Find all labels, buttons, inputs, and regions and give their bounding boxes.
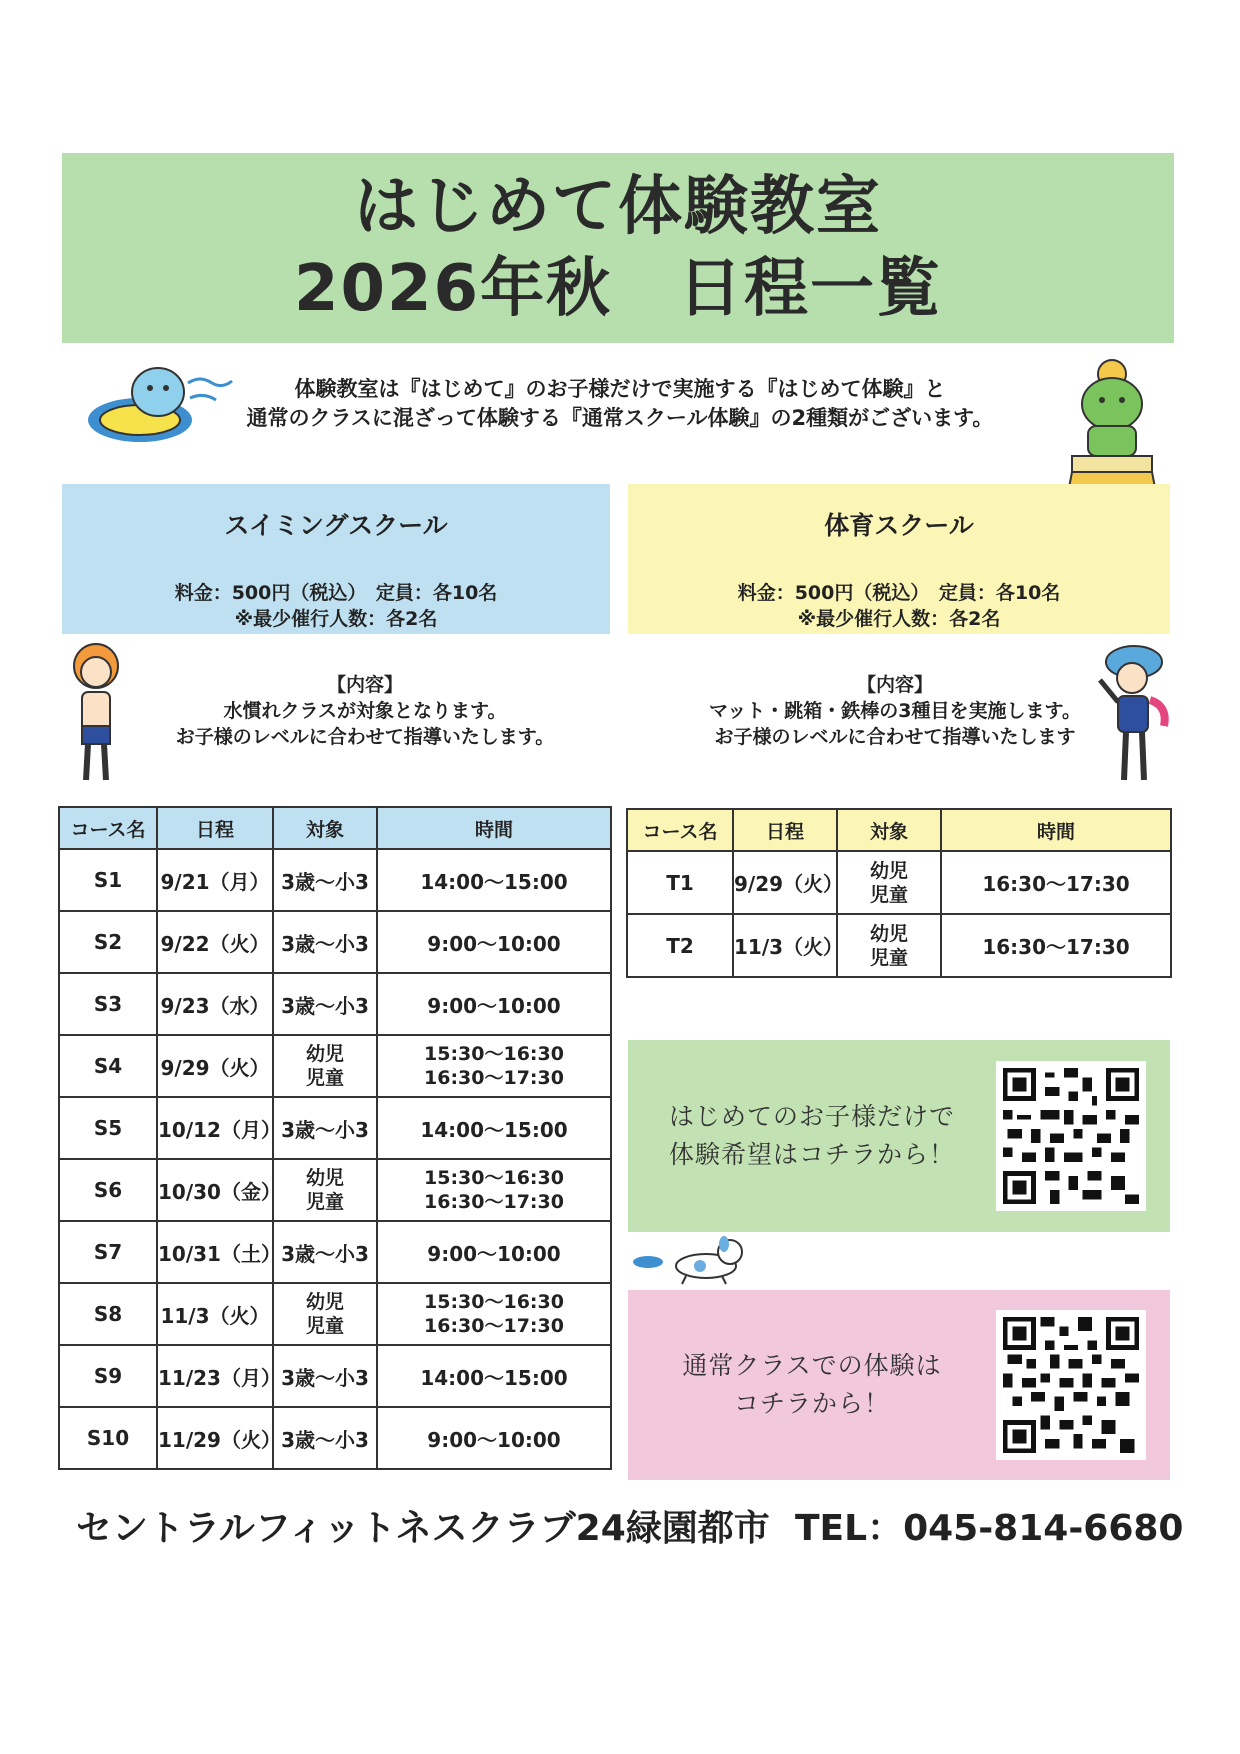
table-header-row (627, 809, 1171, 851)
swimming-content-line1: 水慣れクラスが対象となります。 (223, 700, 507, 722)
lion-swimmer-boy-illustration-icon (56, 640, 132, 790)
target-cell: 3歳～小3 (273, 849, 377, 911)
table-row (59, 1345, 611, 1407)
header-date: 日程 (157, 807, 273, 849)
course-cell: T2 (627, 914, 733, 977)
date-cell: 11/3（火） (157, 1283, 273, 1345)
swimming-content-heading: 【内容】 (326, 674, 403, 696)
page-title-line1: はじめて体験教室 (354, 170, 882, 244)
course-cell: S2 (59, 911, 157, 973)
time-cell: 14:00～15:00 (377, 849, 611, 911)
dolphin-hat-boy-illustration-icon (1094, 640, 1174, 790)
regular-class-qr-box[interactable] (628, 1290, 1170, 1480)
course-cell: S6 (59, 1159, 157, 1221)
time-cell: 15:30～16:30 16:30～17:30 (377, 1283, 611, 1345)
first-timer-qr-text (628, 1098, 996, 1174)
table-row (59, 973, 611, 1035)
time-cell: 9:00～10:00 (377, 1221, 611, 1283)
course-cell: S1 (59, 849, 157, 911)
club-phone[interactable]: TEL：045-814-6680 (795, 1508, 1184, 1549)
swimming-octopus-illustration-icon (78, 358, 238, 458)
regular-class-qr-line2: コチラから！ (733, 1389, 890, 1418)
target-cell: 3歳～小3 (273, 1407, 377, 1469)
intro-text (230, 375, 1010, 433)
swimming-min-participants: ※最少催行人数：各2名 (234, 608, 438, 630)
first-timer-qr-box[interactable] (628, 1040, 1170, 1232)
gym-content-line2: お子様のレベルに合わせて指導いたします (714, 726, 1076, 748)
swimming-content-line2: お子様のレベルに合わせて指導いたします。 (175, 726, 555, 748)
target-cell: 3歳～小3 (273, 1097, 377, 1159)
date-cell: 9/23（水） (157, 973, 273, 1035)
header-target: 対象 (273, 807, 377, 849)
header-target: 対象 (837, 809, 941, 851)
course-cell: S7 (59, 1221, 157, 1283)
date-cell: 9/29（火） (733, 851, 837, 914)
target-cell: 幼児 児童 (273, 1283, 377, 1345)
qr-code-icon (1003, 1068, 1139, 1204)
first-timer-qr-line2: 体験希望はコチラから！ (668, 1140, 955, 1169)
course-cell: S10 (59, 1407, 157, 1469)
target-cell: 3歳～小3 (273, 973, 377, 1035)
date-cell: 9/29（火） (157, 1035, 273, 1097)
time-cell: 15:30～16:30 16:30～17:30 (377, 1159, 611, 1221)
regular-class-qr-line1: 通常クラスでの体験は (682, 1351, 942, 1380)
date-cell: 11/29（火） (157, 1407, 273, 1469)
course-cell: S9 (59, 1345, 157, 1407)
swimming-schedule-table (58, 806, 612, 1470)
time-cell: 14:00～15:00 (377, 1097, 611, 1159)
table-row (59, 849, 611, 911)
time-cell: 9:00～10:00 (377, 973, 611, 1035)
swimming-fee: 料金：500円（税込） 定員：各10名 (174, 582, 498, 604)
swimming-content (125, 672, 605, 750)
table-row (59, 1221, 611, 1283)
table-row (59, 1159, 611, 1221)
target-cell: 幼児 児童 (273, 1159, 377, 1221)
gym-content-line1: マット・跳箱・鉄棒の3種目を実施します。 (709, 700, 1081, 722)
regular-class-qr-text (628, 1347, 996, 1423)
target-cell: 3歳～小3 (273, 1345, 377, 1407)
table-row (59, 1035, 611, 1097)
time-cell: 14:00～15:00 (377, 1345, 611, 1407)
course-cell: S8 (59, 1283, 157, 1345)
first-timer-qr-line1: はじめてのお子様だけで (668, 1102, 955, 1131)
header-time: 時間 (941, 809, 1171, 851)
table-row (59, 911, 611, 973)
gym-content-heading: 【内容】 (856, 674, 933, 696)
header-time: 時間 (377, 807, 611, 849)
intro-line1: 体験教室は『はじめて』のお子様だけで実施する『はじめて体験』と (294, 377, 946, 401)
gym-min-participants: ※最少催行人数：各2名 (797, 608, 1001, 630)
table-row (627, 914, 1171, 977)
target-cell: 幼児 児童 (273, 1035, 377, 1097)
date-cell: 11/23（月） (157, 1345, 273, 1407)
gym-school-name: 体育スクール (824, 511, 974, 540)
dog-frisbee-illustration-icon (630, 1232, 750, 1287)
target-cell: 幼児 児童 (837, 914, 941, 977)
swimming-school-name: スイミングスクール (224, 511, 448, 540)
target-cell: 3歳～小3 (273, 911, 377, 973)
course-cell: S4 (59, 1035, 157, 1097)
header-course: コース名 (627, 809, 733, 851)
course-cell: S5 (59, 1097, 157, 1159)
gym-schedule-table (626, 808, 1172, 978)
qr-code-icon (1003, 1317, 1139, 1453)
table-row (59, 1283, 611, 1345)
gym-fee: 料金：500円（税込） 定員：各10名 (737, 582, 1061, 604)
date-cell: 9/22（火） (157, 911, 273, 973)
club-name: セントラルフィットネスクラブ24緑園都市 (76, 1508, 770, 1549)
target-cell: 3歳～小3 (273, 1221, 377, 1283)
table-row (59, 1407, 611, 1469)
gym-content (665, 672, 1125, 750)
course-cell: T1 (627, 851, 733, 914)
table-row (59, 1097, 611, 1159)
target-cell: 幼児 児童 (837, 851, 941, 914)
title-band (62, 153, 1174, 343)
course-cell: S3 (59, 973, 157, 1035)
swimming-school-box (62, 484, 610, 634)
date-cell: 11/3（火） (733, 914, 837, 977)
gym-school-box (628, 484, 1170, 634)
table-row (627, 851, 1171, 914)
date-cell: 10/12（月） (157, 1097, 273, 1159)
date-cell: 10/31（土） (157, 1221, 273, 1283)
first-timer-qr-code[interactable] (996, 1061, 1146, 1211)
time-cell: 9:00～10:00 (377, 911, 611, 973)
time-cell: 16:30～17:30 (941, 914, 1171, 977)
time-cell: 9:00～10:00 (377, 1407, 611, 1469)
regular-class-qr-code[interactable] (996, 1310, 1146, 1460)
date-cell: 9/21（月） (157, 849, 273, 911)
header-course: コース名 (59, 807, 157, 849)
page-title-line2: 2026年秋 日程一覧 (293, 252, 943, 326)
time-cell: 15:30～16:30 16:30～17:30 (377, 1035, 611, 1097)
intro-line2: 通常のクラスに混ざって体験する『通常スクール体験』の2種類がございます。 (246, 406, 994, 430)
date-cell: 10/30（金） (157, 1159, 273, 1221)
header-date: 日程 (733, 809, 837, 851)
table-header-row (59, 807, 611, 849)
time-cell: 16:30～17:30 (941, 851, 1171, 914)
